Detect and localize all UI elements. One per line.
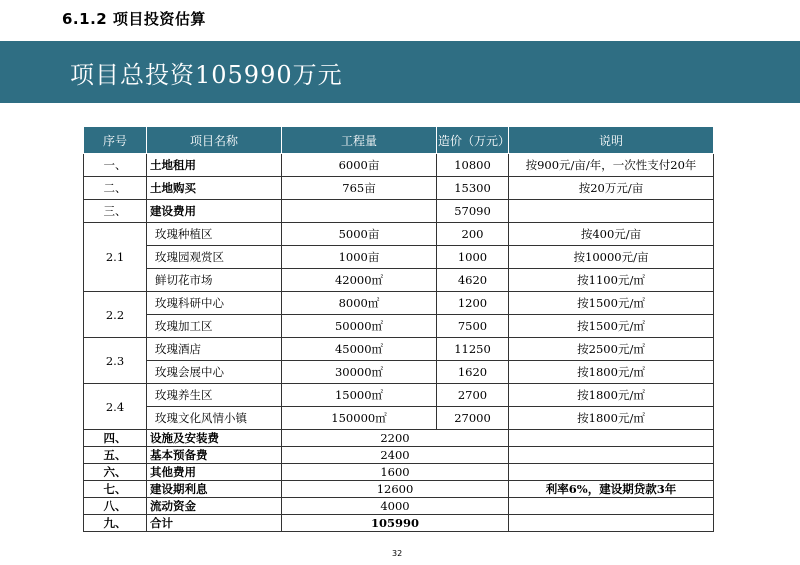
table-header-row (84, 127, 714, 154)
header-no: 序号 (84, 127, 147, 154)
row-name: 流动资金 (147, 498, 282, 515)
row-name: 建设费用 (147, 200, 282, 223)
row-name: 玫瑰养生区 (147, 384, 282, 407)
table-row (84, 177, 714, 200)
row-no: 八、 (84, 498, 147, 515)
header-note: 说明 (509, 127, 714, 154)
row-no: 五、 (84, 447, 147, 464)
row-name: 设施及安装费 (147, 430, 282, 447)
row-value: 2400 (282, 447, 509, 464)
row-note (509, 498, 714, 515)
row-cost: 15300 (437, 177, 509, 200)
row-name: 土地租用 (147, 154, 282, 177)
row-note: 按1800元/㎡ (509, 361, 714, 384)
row-quantity: 150000㎡ (282, 407, 437, 430)
row-cost: 2700 (437, 384, 509, 407)
row-quantity: 45000㎡ (282, 338, 437, 361)
row-note: 按1500元/㎡ (509, 315, 714, 338)
row-quantity: 6000亩 (282, 154, 437, 177)
row-name: 合计 (147, 515, 282, 532)
table-row (84, 338, 714, 361)
row-cost: 10800 (437, 154, 509, 177)
row-note: 按20万元/亩 (509, 177, 714, 200)
row-value: 1600 (282, 464, 509, 481)
row-value: 12600 (282, 481, 509, 498)
row-cost: 11250 (437, 338, 509, 361)
table-row (84, 223, 714, 246)
row-note: 按1800元/㎡ (509, 407, 714, 430)
row-quantity: 8000㎡ (282, 292, 437, 315)
row-quantity: 1000亩 (282, 246, 437, 269)
header-quantity: 工程量 (282, 127, 437, 154)
row-name: 玫瑰加工区 (147, 315, 282, 338)
title-banner (0, 41, 800, 103)
row-quantity: 765亩 (282, 177, 437, 200)
row-name: 建设期利息 (147, 481, 282, 498)
group-number: 2.2 (84, 292, 147, 338)
row-no: 九、 (84, 515, 147, 532)
total-row (84, 515, 714, 532)
row-note: 按900元/亩/年，一次性支付20年 (509, 154, 714, 177)
row-note: 按1100元/㎡ (509, 269, 714, 292)
header-name: 项目名称 (147, 127, 282, 154)
row-value: 4000 (282, 498, 509, 515)
row-no: 一、 (84, 154, 147, 177)
summary-row (84, 481, 714, 498)
row-name: 玫瑰园观赏区 (147, 246, 282, 269)
header-cost: 造价（万元） (437, 127, 509, 154)
row-note: 利率6%，建设期贷款3年 (509, 481, 714, 498)
row-no: 三、 (84, 200, 147, 223)
row-cost: 1000 (437, 246, 509, 269)
row-quantity: 42000㎡ (282, 269, 437, 292)
row-note (509, 447, 714, 464)
table-row (84, 154, 714, 177)
banner-title: 项目总投资105990万元 (70, 61, 343, 89)
summary-row (84, 498, 714, 515)
section-title: 6.1.2 项目投资估算 (62, 10, 206, 28)
table-row (84, 269, 714, 292)
summary-row (84, 464, 714, 481)
row-no: 六、 (84, 464, 147, 481)
row-cost: 7500 (437, 315, 509, 338)
row-note (509, 430, 714, 447)
investment-table (83, 126, 714, 532)
row-note: 按2500元/㎡ (509, 338, 714, 361)
group-number: 2.1 (84, 223, 147, 292)
row-note: 按10000元/亩 (509, 246, 714, 269)
row-quantity: 50000㎡ (282, 315, 437, 338)
row-cost: 27000 (437, 407, 509, 430)
table-row (84, 384, 714, 407)
group-number: 2.4 (84, 384, 147, 430)
group-number: 2.3 (84, 338, 147, 384)
row-note: 按400元/亩 (509, 223, 714, 246)
row-name: 玫瑰酒店 (147, 338, 282, 361)
row-quantity: 30000㎡ (282, 361, 437, 384)
table-row (84, 246, 714, 269)
row-note (509, 464, 714, 481)
table-row (84, 361, 714, 384)
summary-row (84, 430, 714, 447)
row-name: 玫瑰会展中心 (147, 361, 282, 384)
row-note: 按1800元/㎡ (509, 384, 714, 407)
row-name: 基本预备费 (147, 447, 282, 464)
row-name: 玫瑰种植区 (147, 223, 282, 246)
row-quantity: 5000亩 (282, 223, 437, 246)
row-no: 七、 (84, 481, 147, 498)
row-cost: 200 (437, 223, 509, 246)
row-note (509, 200, 714, 223)
row-name: 鲜切花市场 (147, 269, 282, 292)
row-value: 2200 (282, 430, 509, 447)
row-cost: 57090 (437, 200, 509, 223)
row-note (509, 515, 714, 532)
row-note: 按1500元/㎡ (509, 292, 714, 315)
table-row (84, 315, 714, 338)
table-row (84, 200, 714, 223)
row-name: 其他费用 (147, 464, 282, 481)
row-name: 土地购买 (147, 177, 282, 200)
row-quantity (282, 200, 437, 223)
row-quantity: 15000㎡ (282, 384, 437, 407)
summary-row (84, 447, 714, 464)
row-no: 二、 (84, 177, 147, 200)
row-name: 玫瑰文化风情小镇 (147, 407, 282, 430)
table-row (84, 407, 714, 430)
page-number: 32 (392, 549, 403, 558)
row-name: 玫瑰科研中心 (147, 292, 282, 315)
total-value: 105990 (282, 515, 509, 532)
row-cost: 1620 (437, 361, 509, 384)
row-no: 四、 (84, 430, 147, 447)
row-cost: 1200 (437, 292, 509, 315)
table-row (84, 292, 714, 315)
row-cost: 4620 (437, 269, 509, 292)
